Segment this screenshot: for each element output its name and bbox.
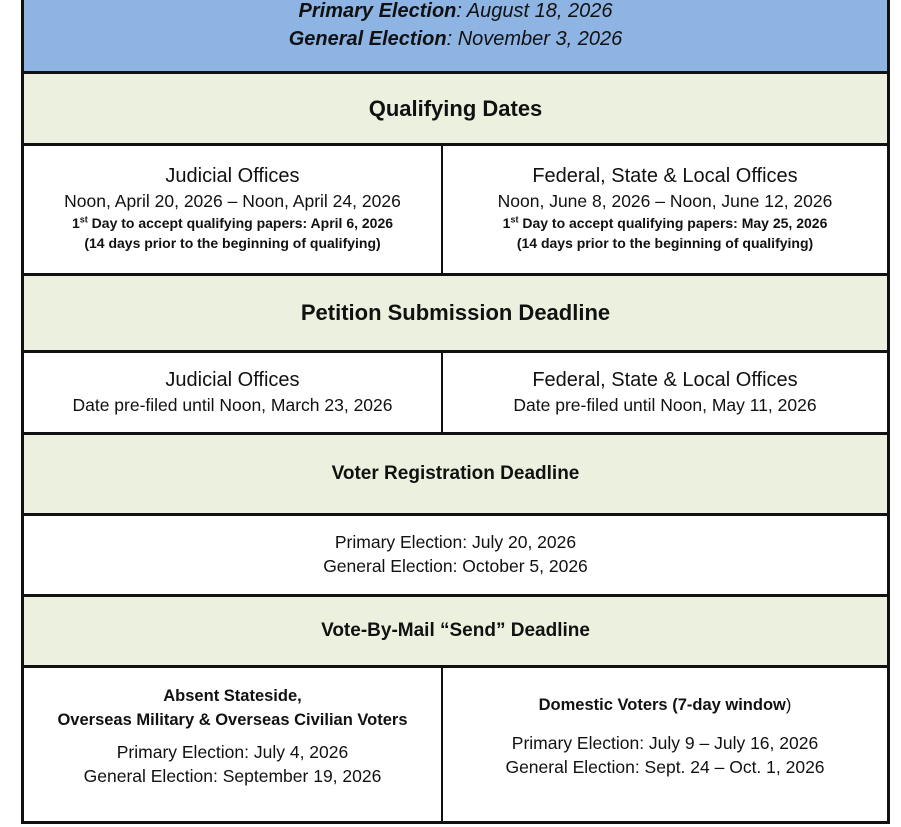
petition-date: Date pre-filed until Noon, May 11, 2026 (513, 395, 817, 415)
qualifying-federal-cell (443, 163, 887, 253)
domestic-primary-date: Primary Election: July 9 – July 16, 2026 (511, 733, 819, 753)
qualifying-window: Noon, June 8, 2026 – Noon, June 12, 2026 (497, 191, 833, 211)
divider (24, 665, 887, 668)
divider (24, 513, 887, 516)
qualifying-note: (14 days prior to the beginning of qualifying) (84, 235, 381, 251)
judicial-offices-title: Judicial Offices (165, 369, 300, 391)
general-election-line: General Election: November 3, 2026 (288, 28, 623, 50)
voter-registration-dates (24, 530, 887, 578)
absent-voters-subtitle: Overseas Military & Overseas Civilian Voters (57, 711, 408, 729)
divider (24, 143, 887, 146)
vote-by-mail-heading: Vote-By-Mail “Send” Deadline (24, 597, 887, 665)
election-calendar-table (21, 0, 890, 824)
first-day-note: 1st Day to accept qualifying papers: April 6, 2026 (71, 214, 394, 231)
domestic-general-date: General Election: Sept. 24 – Oct. 1, 2026 (505, 757, 825, 777)
petition-federal-cell (443, 367, 887, 417)
absent-voters-title: Absent Stateside, (163, 687, 302, 705)
qualifying-note: (14 days prior to the beginning of qualifying) (516, 235, 814, 251)
first-day-note: 1st Day to accept qualifying papers: May 25, 2026 (502, 214, 828, 231)
absent-primary-date: Primary Election: July 4, 2026 (116, 742, 349, 762)
qualifying-judicial-cell (24, 163, 441, 253)
domestic-voters-cell (443, 693, 887, 779)
federal-offices-title: Federal, State & Local Offices (532, 369, 798, 391)
petition-judicial-cell (24, 367, 441, 417)
judicial-offices-title: Judicial Offices (165, 165, 300, 187)
absent-general-date: General Election: September 19, 2026 (83, 766, 382, 786)
petition-date: Date pre-filed until Noon, March 23, 2026 (72, 395, 393, 415)
qualifying-window: Noon, April 20, 2026 – Noon, April 24, 2026 (64, 191, 401, 211)
primary-election-line: Primary Election: August 18, 2026 (298, 0, 613, 22)
election-dates-banner (24, 0, 887, 71)
general-registration-date: General Election: October 5, 2026 (323, 556, 588, 576)
petition-deadline-heading: Petition Submission Deadline (24, 276, 887, 350)
voter-registration-heading: Voter Registration Deadline (24, 435, 887, 513)
domestic-voters-title: Domestic Voters (7-day window) (538, 696, 792, 714)
qualifying-dates-heading: Qualifying Dates (24, 74, 887, 143)
primary-registration-date: Primary Election: July 20, 2026 (334, 532, 577, 552)
federal-offices-title: Federal, State & Local Offices (532, 165, 798, 187)
absent-voters-cell (24, 684, 441, 788)
divider (24, 350, 887, 353)
